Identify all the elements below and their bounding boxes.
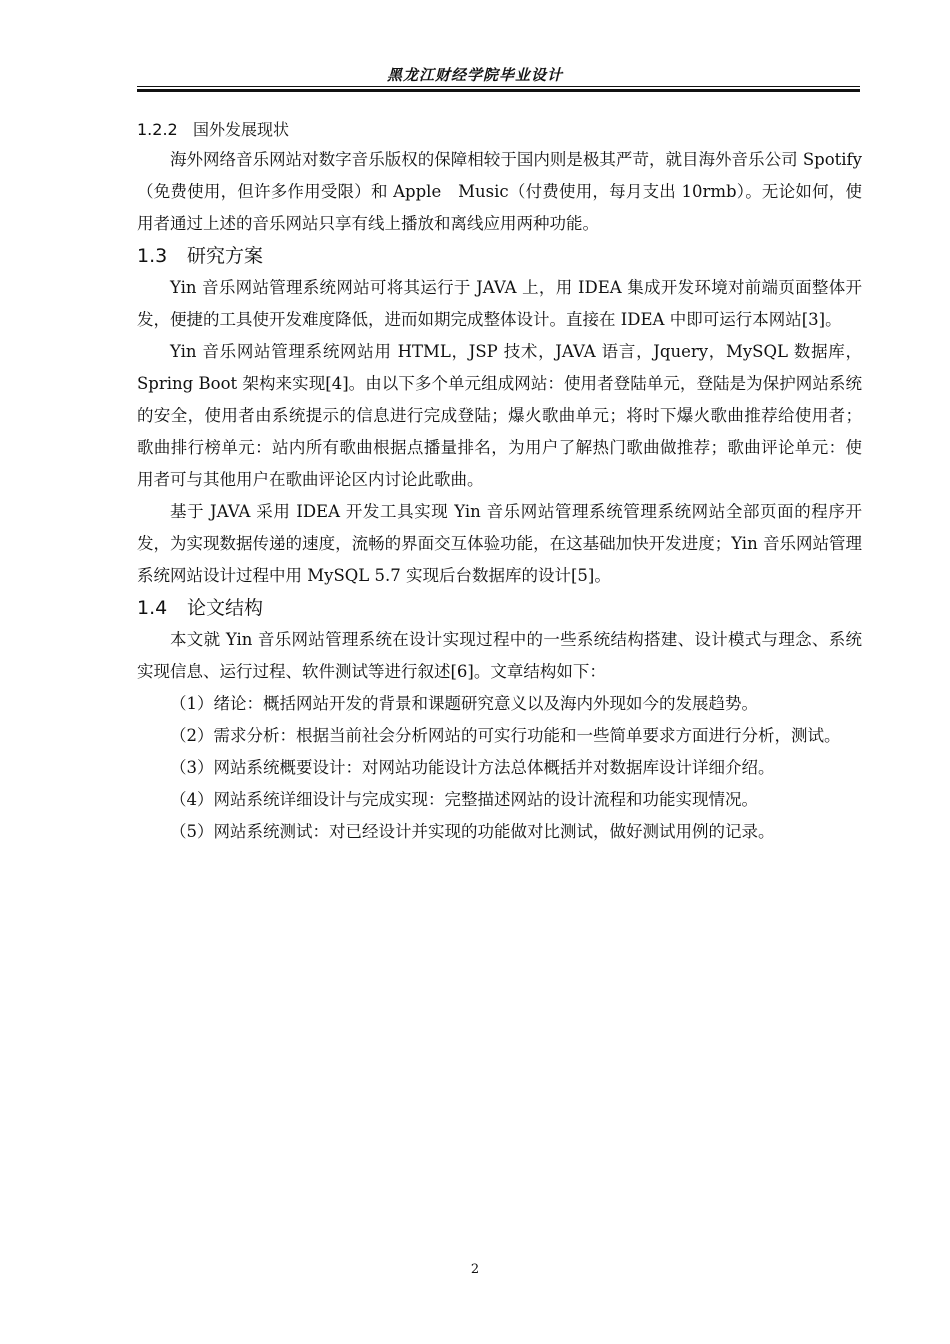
header-rule-thin <box>137 86 860 87</box>
paragraph: 海外网络音乐网站对数字音乐版权的保障相较于国内则是极其严苛，就目海外音乐公司 Spotify（免费使用，但许多作用受限）和 Apple Music（付费使用，每月支出 10rmb）。无论如何，使用者通过上述的音乐网站只享有线上播放和离线应用两种功能。 <box>137 150 862 233</box>
paragraph: 基于 JAVA 采用 IDEA 开发工具实现 Yin 音乐网站管理系统管理系统网站全部页面的程序开发，为实现数据传递的速度，流畅的界面交互体验功能，在这基础加快开发进度；Yin 音乐网站管理系统网站设计过程中用 MySQL 5.7 实现后台数据库的设计[5]。 <box>137 502 862 585</box>
page-body <box>137 116 862 848</box>
list-item: （2）需求分析：根据当前社会分析网站的可实行功能和一些简单要求方面进行分析，测试。 <box>170 726 841 745</box>
section-number: 1.3 <box>137 245 168 267</box>
running-header-title: 黑龙江财经学院毕业设计 <box>386 66 563 84</box>
section-heading-1-3 <box>137 240 862 272</box>
section-heading-1-4 <box>137 592 862 624</box>
section-title: 论文结构 <box>187 597 264 619</box>
list-item: （1）绪论：概括网站开发的背景和课题研究意义以及海内外现如今的发展趋势。 <box>170 694 758 713</box>
section-heading-1-2-2 <box>137 116 862 144</box>
list-item: （3）网站系统概要设计：对网站功能设计方法总体概括并对数据库设计详细介绍。 <box>170 758 775 777</box>
page-number: 2 <box>470 1262 480 1277</box>
section-title: 国外发展现状 <box>193 120 290 139</box>
header-rule-thick <box>137 89 860 92</box>
list-item: （4）网站系统详细设计与完成实现：完整描述网站的设计流程和功能实现情况。 <box>170 790 758 809</box>
section-number: 1.2.2 <box>137 120 178 139</box>
list-item: （5）网站系统测试：对已经设计并实现的功能做对比测试，做好测试用例的记录。 <box>170 822 775 841</box>
paragraph: 本文就 Yin 音乐网站管理系统在设计实现过程中的一些系统结构搭建、设计模式与理念、系统实现信息、运行过程、软件测试等进行叙述[6]。文章结构如下： <box>137 630 862 681</box>
section-title: 研究方案 <box>187 245 264 267</box>
section-number: 1.4 <box>137 597 168 619</box>
paragraph: Yin 音乐网站管理系统网站用 HTML，JSP 技术，JAVA 语言，Jquery，MySQL 数据库，Spring Boot 架构来实现[4]。由以下多个单元组成网站：使用者登陆单元，登陆是为保护网站系统的安全，使用者由系统提示的信息进行完成登陆；爆火歌曲单元；将时下爆火歌曲推荐给使用者；歌曲排行榜单元：站内所有歌曲根据点播量排名，为用户了解热门歌曲做推荐；歌曲评论单元：使用者可与其他用户在歌曲评论区内讨论此歌曲。 <box>137 342 862 489</box>
paragraph: Yin 音乐网站管理系统网站可将其运行于 JAVA 上，用 IDEA 集成开发环境对前端页面整体开发，便捷的工具使开发难度降低，进而如期完成整体设计。直接在 IDEA 中即可运行本网站[3]。 <box>137 278 862 329</box>
